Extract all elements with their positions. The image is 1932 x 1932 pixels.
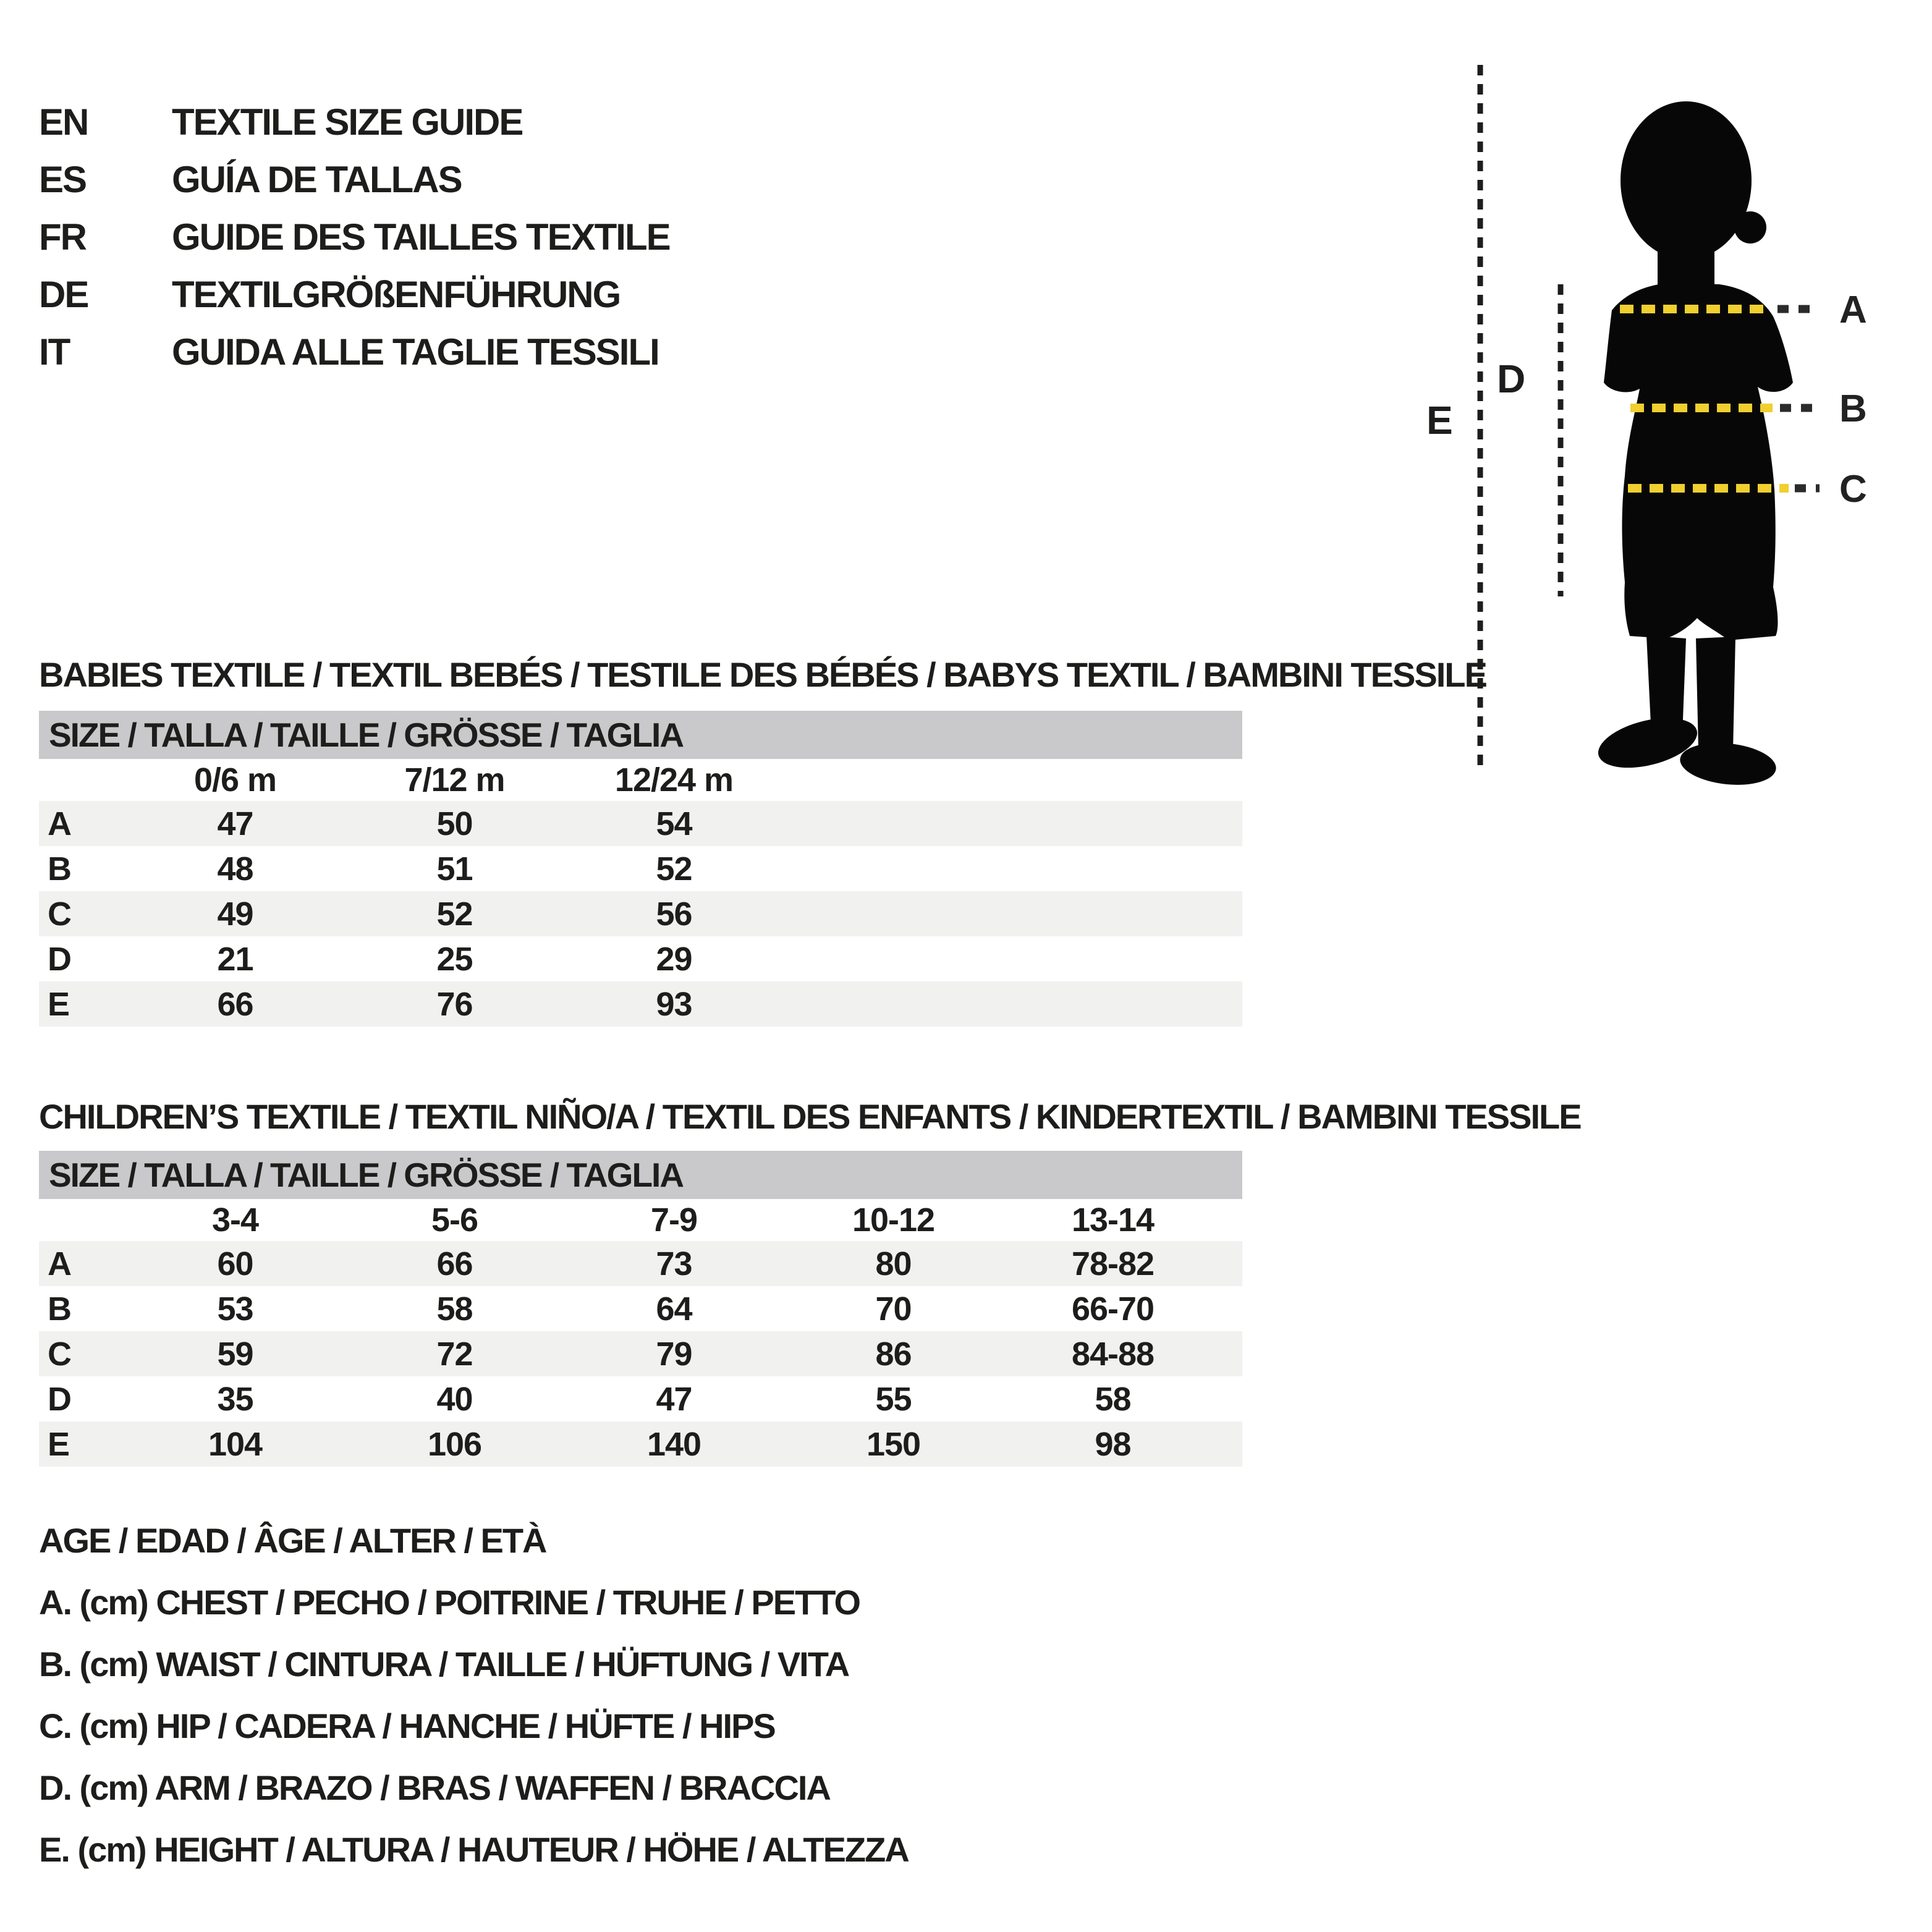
column-header: 7-9	[650, 1201, 698, 1239]
value-cell: 79	[656, 1335, 692, 1373]
label-e: E	[1426, 398, 1453, 443]
value-cell: 49	[217, 895, 253, 933]
value-cell: 73	[656, 1245, 692, 1282]
value-cell: 40	[436, 1380, 473, 1418]
row-label: E	[48, 985, 70, 1023]
value-cell: 140	[646, 1425, 701, 1463]
value-cell: 25	[436, 940, 473, 978]
language-title: GUIDE DES TAILLES TEXTILE	[172, 216, 670, 258]
legend-chest: A. (cm) CHEST / PECHO / POITRINE / TRUHE / PETTO	[39, 1583, 860, 1622]
value-cell: 52	[436, 895, 473, 933]
row-label: A	[48, 1245, 71, 1282]
language-code: FR	[39, 216, 86, 258]
children-size-header-bar: SIZE / TALLA / TAILLE / GRÖSSE / TAGLIA	[39, 1151, 1242, 1199]
legend-age: AGE / EDAD / ÂGE / ALTER / ETÀ	[39, 1521, 546, 1560]
table-row	[39, 891, 1242, 936]
value-cell: 106	[427, 1425, 482, 1463]
value-cell: 86	[875, 1335, 912, 1373]
legend-height: E. (cm) HEIGHT / ALTURA / HAUTEUR / HÖHE / ALTEZZA	[39, 1830, 909, 1869]
value-cell: 78-82	[1071, 1245, 1155, 1282]
table-row	[39, 1421, 1242, 1467]
value-cell: 53	[217, 1290, 253, 1328]
row-label: C	[48, 895, 71, 933]
value-cell: 66	[217, 985, 253, 1023]
legend-hip: C. (cm) HIP / CADERA / HANCHE / HÜFTE / HIPS	[39, 1706, 775, 1745]
value-cell: 58	[436, 1290, 473, 1328]
value-cell: 55	[875, 1380, 912, 1418]
table-row	[39, 1376, 1242, 1421]
value-cell: 104	[208, 1425, 263, 1463]
language-title: TEXTILE SIZE GUIDE	[172, 101, 523, 143]
row-label: B	[48, 850, 71, 888]
babies-size-table	[39, 711, 1242, 1027]
value-cell: 66-70	[1071, 1290, 1155, 1328]
value-cell: 66	[436, 1245, 473, 1282]
children-section-title: CHILDREN’S TEXTILE / TEXTIL NIÑO/A / TEXTIL DES ENFANTS / KINDERTEXTIL / BAMBINI TESSILE	[39, 1097, 1581, 1136]
value-cell: 59	[217, 1335, 253, 1373]
value-cell: 47	[217, 805, 253, 842]
language-title: GUÍA DE TALLAS	[172, 159, 462, 200]
value-cell: 51	[436, 850, 473, 888]
value-cell: 50	[436, 805, 473, 842]
column-header: 3-4	[211, 1201, 259, 1239]
value-cell: 64	[656, 1290, 692, 1328]
language-code: ES	[39, 159, 87, 200]
value-cell: 35	[217, 1380, 253, 1418]
value-cell: 84-88	[1071, 1335, 1155, 1373]
legend-waist: B. (cm) WAIST / CINTURA / TAILLE / HÜFTUNG / VITA	[39, 1645, 849, 1684]
language-header	[39, 101, 670, 391]
value-cell: 21	[217, 940, 253, 978]
value-cell: 70	[875, 1290, 912, 1328]
value-cell: 98	[1095, 1425, 1131, 1463]
language-row-de	[39, 276, 670, 334]
label-a: A	[1839, 289, 1867, 331]
table-row	[39, 936, 1242, 981]
value-cell: 150	[866, 1425, 921, 1463]
column-header: 10-12	[852, 1201, 935, 1239]
value-cell: 56	[656, 895, 692, 933]
table-row	[39, 1331, 1242, 1376]
child-silhouette	[1593, 101, 1793, 789]
label-d: D	[1497, 357, 1526, 401]
value-cell: 47	[656, 1380, 692, 1418]
value-cell: 60	[217, 1245, 253, 1282]
table-row	[39, 1286, 1242, 1331]
legend-arm: D. (cm) ARM / BRAZO / BRAS / WAFFEN / BRACCIA	[39, 1768, 830, 1807]
language-row-it	[39, 331, 670, 391]
language-row-fr	[39, 216, 670, 276]
row-label: C	[48, 1335, 71, 1373]
row-label: A	[48, 805, 71, 842]
column-header: 7/12 m	[404, 761, 505, 799]
column-header: 12/24 m	[614, 761, 734, 799]
babies-column-header-row	[39, 759, 1242, 801]
table-row	[39, 981, 1242, 1027]
measurement-legend	[39, 1522, 909, 1892]
language-code: IT	[39, 331, 70, 373]
table-row	[39, 846, 1242, 891]
children-column-header-row	[39, 1199, 1242, 1241]
column-header: 13-14	[1071, 1201, 1155, 1239]
babies-section-title: BABIES TEXTILE / TEXTIL BEBÉS / TESTILE DES BÉBÉS / BABYS TEXTIL / BAMBINI TESSILE	[39, 655, 1486, 694]
language-title: GUIDA ALLE TAGLIE TESSILI	[172, 331, 659, 373]
table-row	[39, 1241, 1242, 1286]
value-cell: 29	[656, 940, 692, 978]
column-header: 5-6	[431, 1201, 478, 1239]
label-b: B	[1839, 388, 1867, 430]
value-cell: 54	[656, 805, 692, 842]
language-row-es	[39, 161, 670, 219]
language-title: TEXTILGRÖßENFÜHRUNG	[172, 274, 621, 315]
value-cell: 58	[1095, 1380, 1131, 1418]
value-cell: 72	[436, 1335, 473, 1373]
value-cell: 52	[656, 850, 692, 888]
label-c: C	[1839, 468, 1867, 511]
babies-size-header-bar: SIZE / TALLA / TAILLE / GRÖSSE / TAGLIA	[39, 711, 1242, 759]
row-label: E	[48, 1425, 70, 1463]
value-cell: 76	[436, 985, 473, 1023]
table-row	[39, 801, 1242, 846]
language-code: DE	[39, 274, 88, 315]
column-header: 0/6 m	[193, 761, 277, 799]
row-label: D	[48, 940, 71, 978]
language-code: EN	[39, 101, 88, 143]
value-cell: 80	[875, 1245, 912, 1282]
row-label: B	[48, 1290, 71, 1328]
children-size-table	[39, 1151, 1242, 1467]
value-cell: 48	[217, 850, 253, 888]
value-cell: 93	[656, 985, 692, 1023]
row-label: D	[48, 1380, 71, 1418]
language-row-en	[39, 101, 670, 161]
